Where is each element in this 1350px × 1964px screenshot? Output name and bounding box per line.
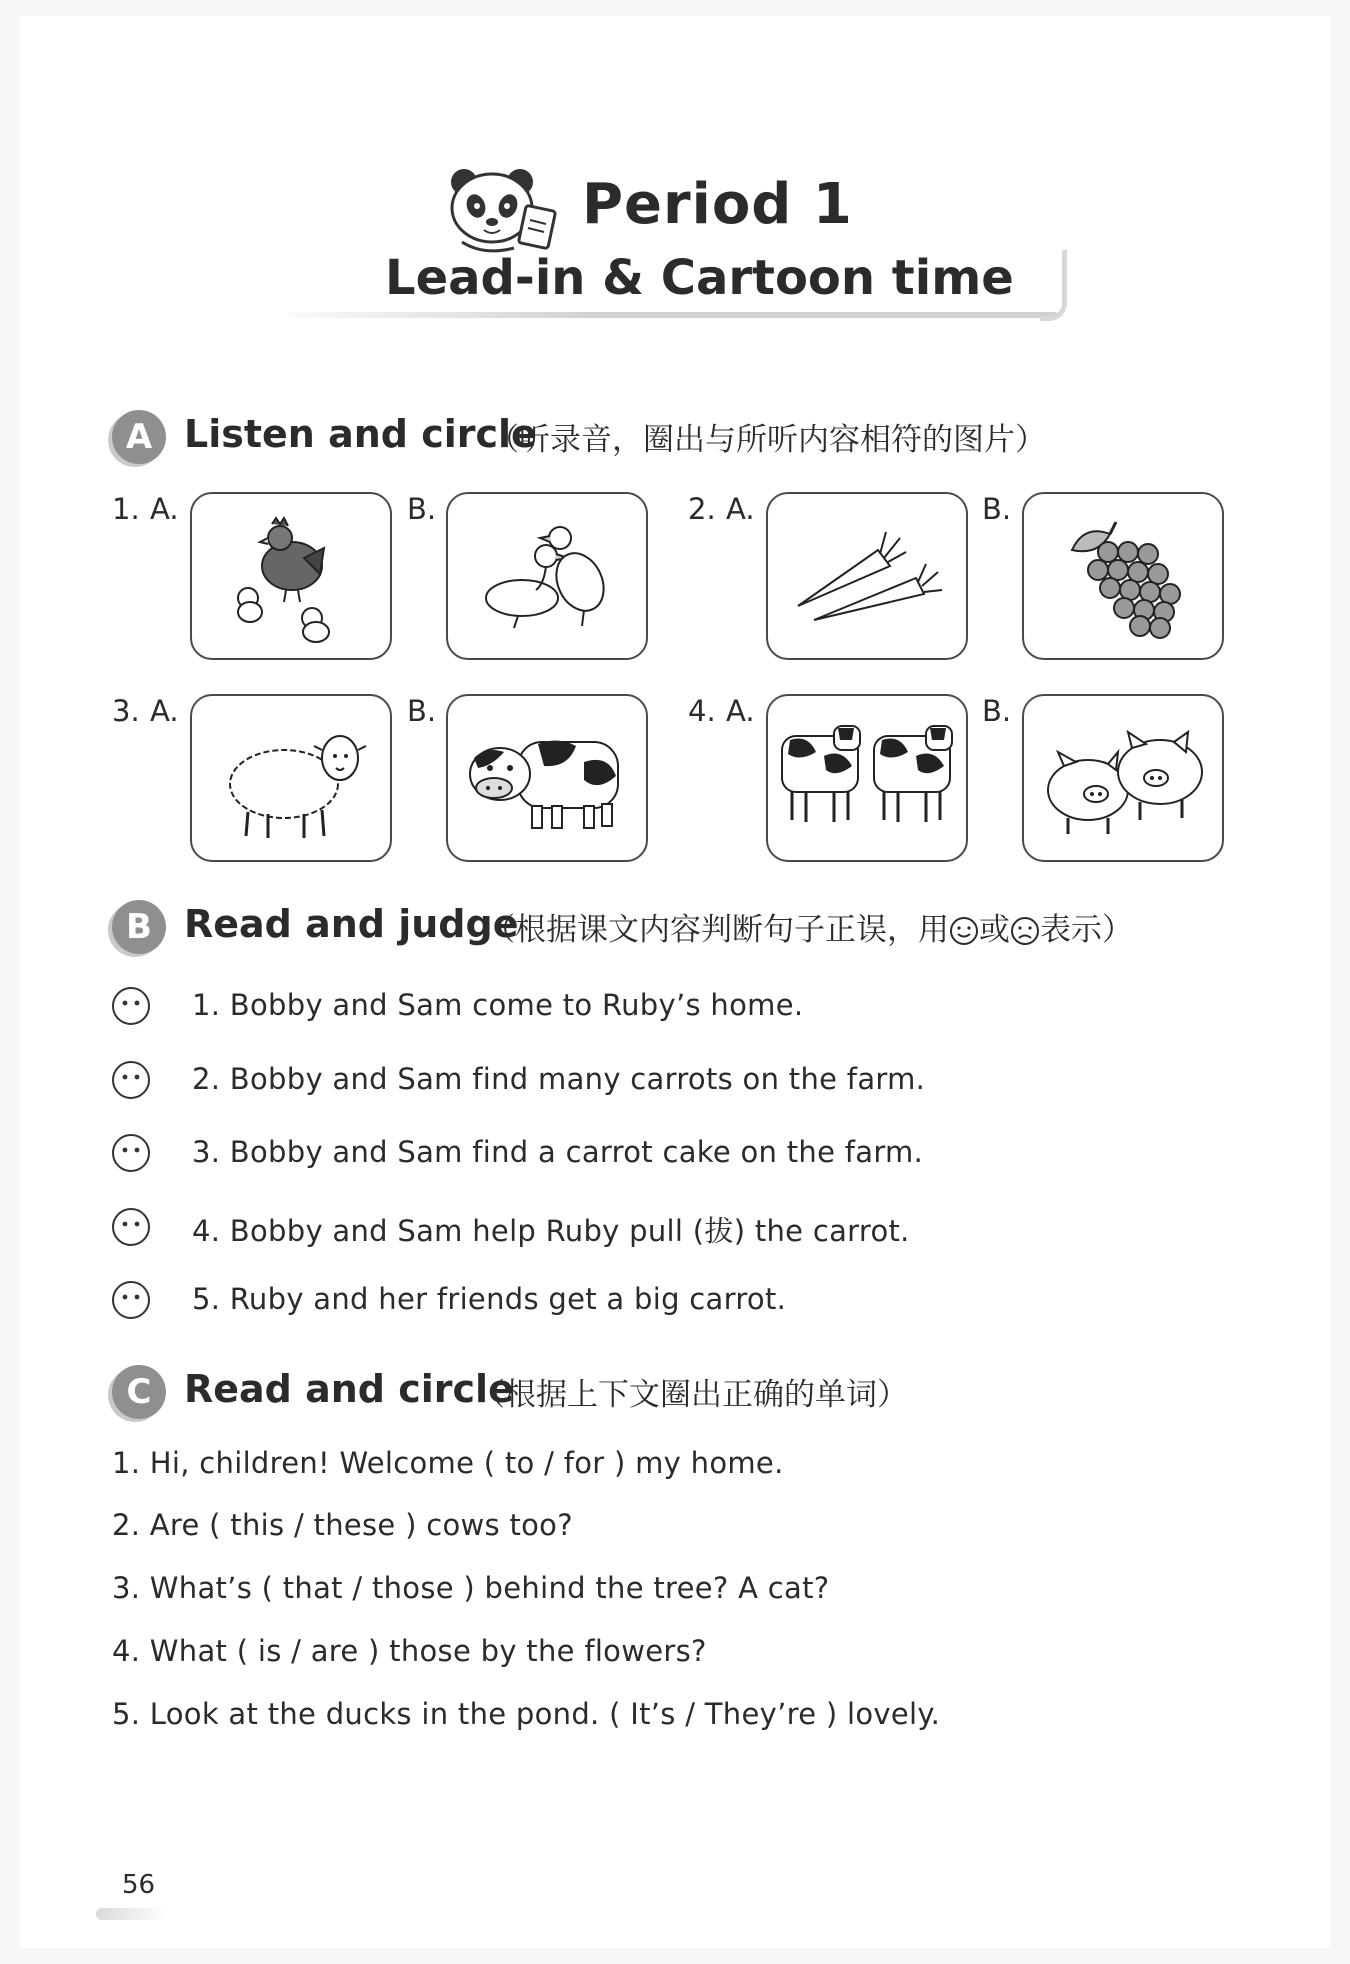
section-a-badge: A (112, 410, 166, 464)
circle-sentence: 4. What ( is / are ) those by the flowers? (112, 1634, 707, 1668)
option-4b-pigs[interactable] (1022, 694, 1224, 862)
option-1a-hen-and-chicks[interactable] (190, 492, 392, 660)
option-label: B. (982, 694, 1012, 728)
pigs-icon (1024, 696, 1222, 860)
section-b-instructions: （根据课文内容判断句子正误，用 或 表示） (484, 912, 1133, 948)
section-c-instructions: （根据上下文圈出正确的单词） (474, 1377, 908, 1413)
section-c-badge: C (112, 1365, 166, 1419)
section-c-title: Read and circle (184, 1367, 514, 1411)
blank-face-icon[interactable] (111, 986, 151, 1026)
section-b-badge: B (112, 900, 166, 954)
option-label: A. (726, 694, 755, 728)
duck-icon (448, 494, 646, 658)
option-3b-cow[interactable] (446, 694, 648, 862)
option-3a-sheep[interactable] (190, 694, 392, 862)
sheep-icon (192, 696, 390, 860)
judge-sentence: 2. Bobby and Sam find many carrots on the farm. (192, 1062, 926, 1096)
blank-face-icon[interactable] (111, 1133, 151, 1173)
option-2a-carrots[interactable] (766, 492, 968, 660)
smile-face-icon (949, 916, 979, 946)
cows-icon (768, 696, 966, 860)
option-label: A. (726, 492, 755, 526)
option-2b-grapes[interactable] (1022, 492, 1224, 660)
panda-icon (444, 164, 564, 256)
question-number: 3. (112, 694, 140, 728)
option-label: B. (407, 492, 437, 526)
hen-icon (192, 494, 390, 658)
page-subtitle: Lead-in & Cartoon time (385, 250, 1014, 306)
judge-sentence: 1. Bobby and Sam come to Ruby’s home. (192, 988, 804, 1022)
section-b-title: Read and judge (184, 902, 519, 946)
circle-sentence: 5. Look at the ducks in the pond. ( It’s / They’re ) lovely. (112, 1697, 941, 1731)
sad-face-icon (1010, 916, 1040, 946)
page-number: 56 (122, 1870, 156, 1900)
circle-sentence: 3. What’s ( that / those ) behind the tree? A cat? (112, 1571, 830, 1605)
option-4a-cows[interactable] (766, 694, 968, 862)
blank-face-icon[interactable] (111, 1280, 151, 1320)
option-label: B. (982, 492, 1012, 526)
question-number: 2. (688, 492, 716, 526)
question-number: 1. (112, 492, 140, 526)
section-a-instructions: （听录音，圈出与所听内容相符的图片） (488, 422, 1046, 458)
judge-sentence: 3. Bobby and Sam find a carrot cake on the farm. (192, 1135, 924, 1169)
judge-sentence: 5. Ruby and her friends get a big carrot. (192, 1282, 787, 1316)
option-label: A. (150, 492, 179, 526)
grapes-icon (1024, 494, 1222, 658)
option-label: B. (407, 694, 437, 728)
blank-face-icon[interactable] (111, 1060, 151, 1100)
page-title: Period 1 (582, 172, 853, 237)
option-1b-ducks[interactable] (446, 492, 648, 660)
circle-sentence: 1. Hi, children! Welcome ( to / for ) my home. (112, 1446, 784, 1480)
carrot-icon (768, 494, 966, 658)
section-a-title: Listen and circle (184, 412, 537, 456)
question-number: 4. (688, 694, 716, 728)
judge-sentence: 4. Bobby and Sam help Ruby pull (拔) the carrot. (192, 1214, 910, 1248)
option-label: A. (150, 694, 179, 728)
title-underline (288, 312, 1058, 318)
title-page-curl (1040, 250, 1067, 321)
circle-sentence: 2. Are ( this / these ) cows too? (112, 1508, 573, 1542)
blank-face-icon[interactable] (111, 1207, 151, 1247)
cow-icon (448, 696, 646, 860)
page-number-decoration (96, 1908, 166, 1920)
